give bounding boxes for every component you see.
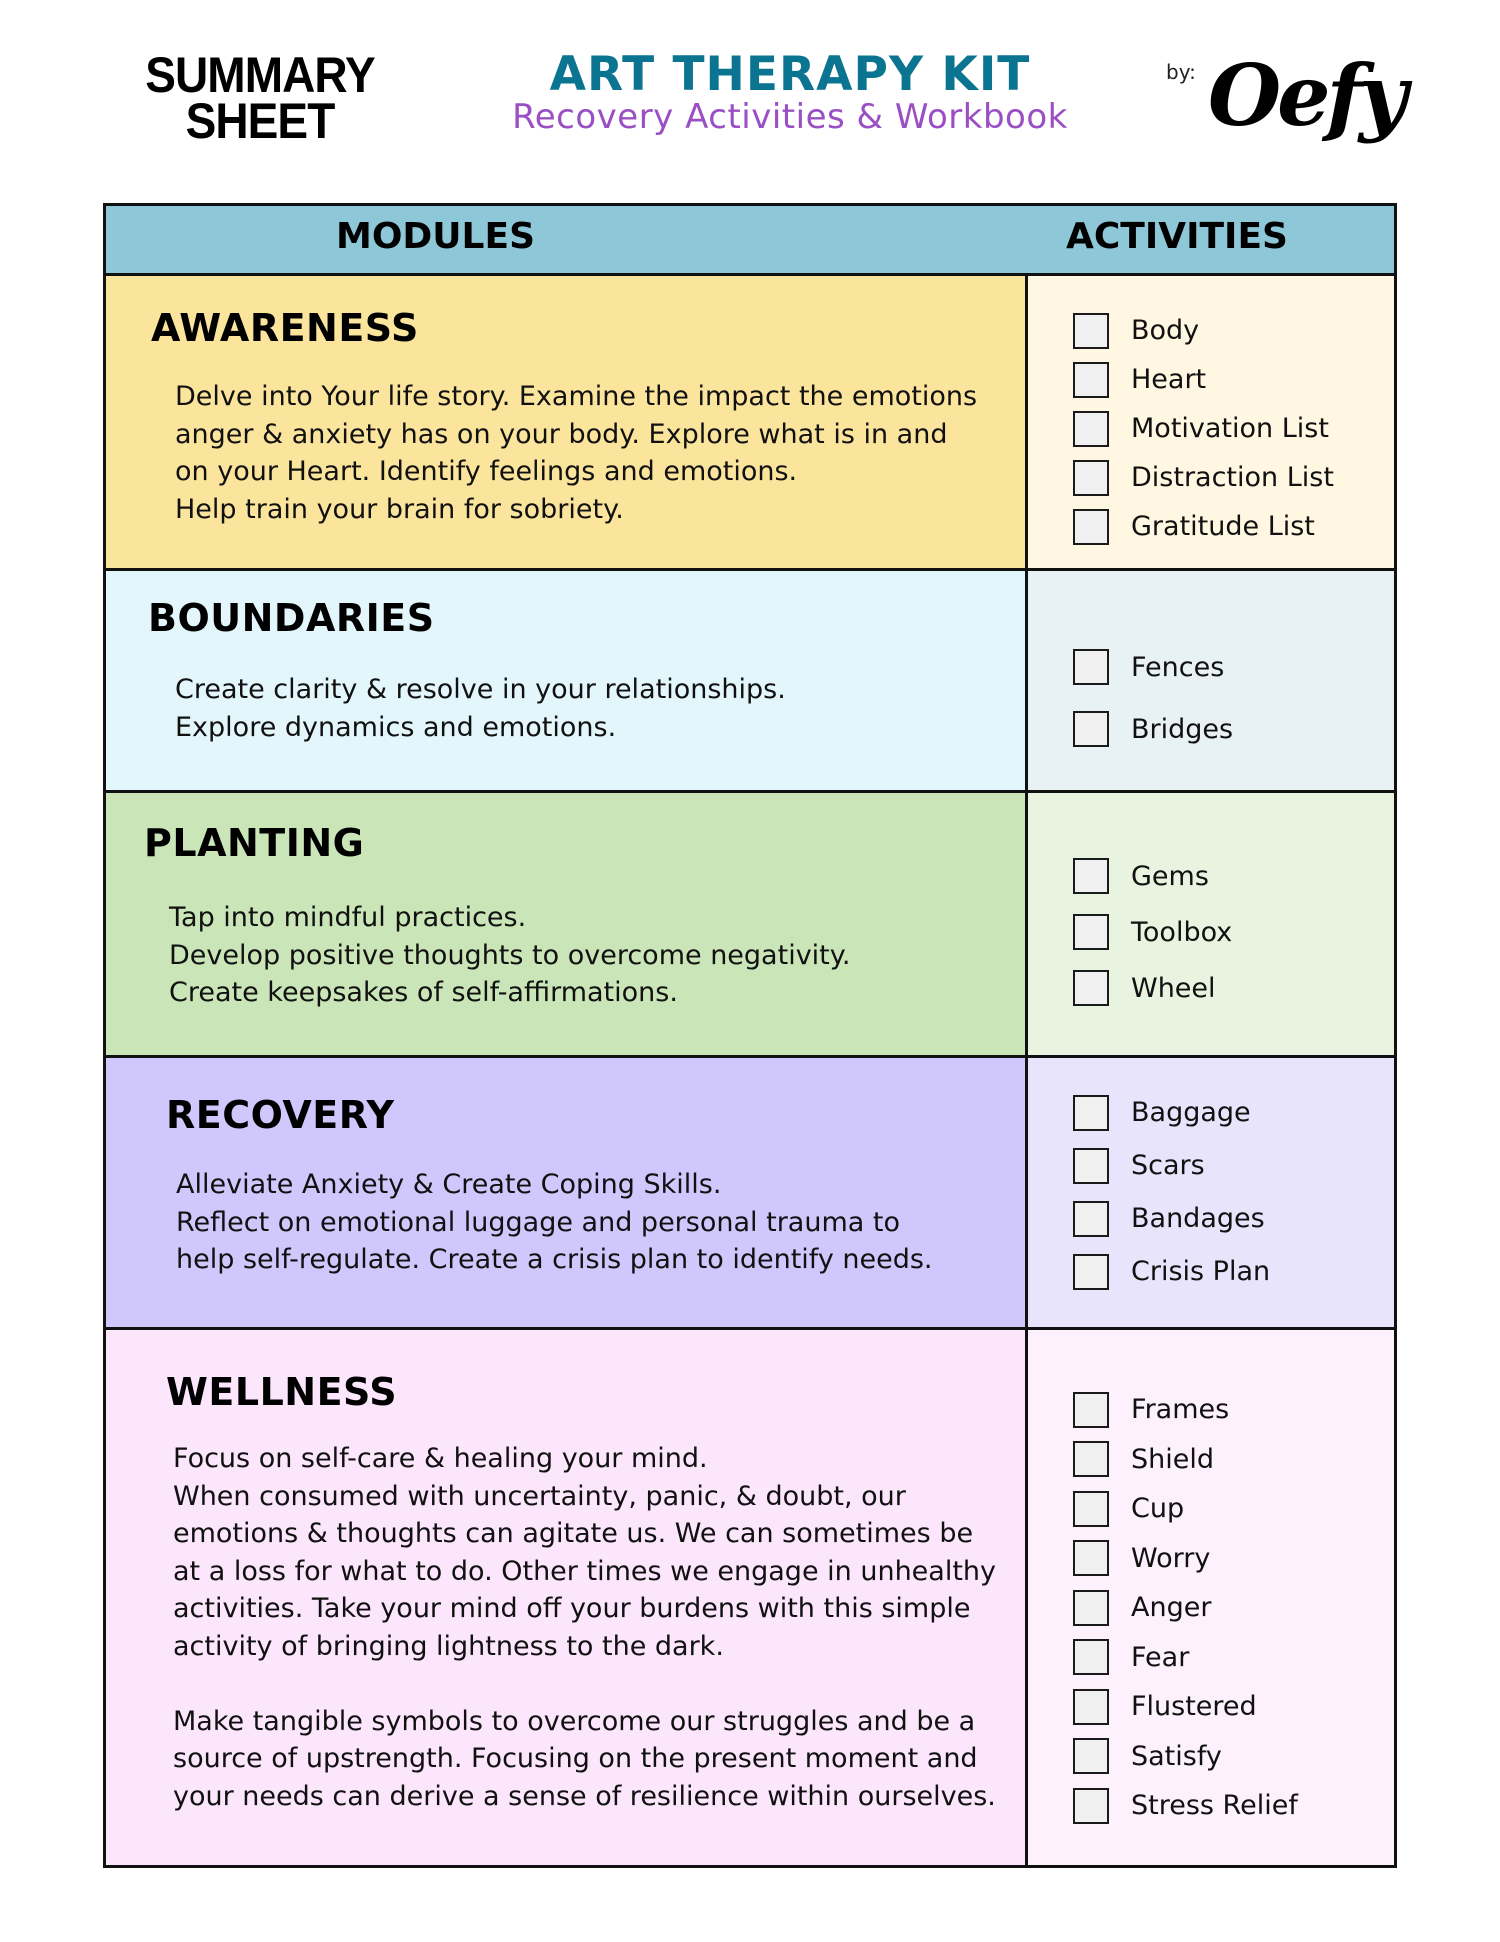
activity-item[interactable] — [1073, 404, 1334, 453]
activity-item[interactable] — [1073, 1633, 1298, 1683]
activity-label: Satisfy — [1131, 1740, 1222, 1772]
module-row-wellness — [106, 1330, 1394, 1865]
summary-sheet-heading — [131, 47, 389, 149]
checkbox[interactable] — [1073, 1590, 1109, 1626]
activity-item[interactable] — [1073, 1435, 1298, 1485]
checkbox[interactable] — [1073, 1540, 1109, 1576]
column-header-activities: ACTIVITIES — [1066, 216, 1288, 257]
checkbox[interactable] — [1073, 1392, 1109, 1428]
activity-item[interactable] — [1073, 904, 1232, 960]
module-row-planting — [106, 793, 1394, 1058]
checkbox[interactable] — [1073, 1738, 1109, 1774]
activity-label: Scars — [1131, 1150, 1205, 1181]
module-cell — [106, 1330, 1028, 1865]
activities-cell — [1028, 1058, 1394, 1327]
activity-label: Worry — [1131, 1542, 1211, 1574]
activity-label: Shield — [1131, 1443, 1215, 1475]
checkbox[interactable] — [1073, 1201, 1109, 1237]
checkbox[interactable] — [1073, 1689, 1109, 1725]
activity-label: Body — [1131, 315, 1200, 346]
activity-checklist — [1073, 1086, 1270, 1298]
activity-checklist — [1073, 848, 1232, 1016]
activity-item[interactable] — [1073, 453, 1334, 502]
activity-label: Anger — [1131, 1592, 1212, 1624]
brand-logo: Oefy — [1208, 46, 1404, 145]
module-description: Delve into Your life story. Examine the impact the emotions anger & anxiety has on your body. Explore what is in and on your Heart. Identify feelings and emotions. Help train your brain for sobriety. — [175, 381, 978, 525]
activity-item[interactable] — [1073, 636, 1233, 698]
summary-table — [103, 203, 1397, 1868]
checkbox[interactable] — [1073, 411, 1109, 447]
activity-item[interactable] — [1073, 1484, 1298, 1534]
checkbox[interactable] — [1073, 649, 1109, 685]
checkbox[interactable] — [1073, 914, 1109, 950]
summary-line-2: SHEET — [185, 93, 335, 149]
activity-item[interactable] — [1073, 1086, 1270, 1139]
activity-label: Gratitude List — [1131, 511, 1315, 542]
module-cell — [106, 276, 1028, 568]
column-header-modules: MODULES — [336, 216, 536, 257]
activity-label: Fear — [1131, 1641, 1190, 1673]
activity-item[interactable] — [1073, 1583, 1298, 1633]
page-subtitle: Recovery Activities & Workbook — [512, 97, 1068, 137]
activity-item[interactable] — [1073, 1245, 1270, 1298]
activity-item[interactable] — [1073, 306, 1334, 355]
module-description: Alleviate Anxiety & Create Coping Skills. Reflect on emotional luggage and personal trauma to help self-regulate. Create a crisis plan to identify needs. — [176, 1169, 933, 1275]
module-row-recovery — [106, 1058, 1394, 1330]
activity-label: Wheel — [1131, 972, 1216, 1004]
checkbox[interactable] — [1073, 711, 1109, 747]
module-row-boundaries — [106, 571, 1394, 793]
activity-label: Fences — [1131, 651, 1225, 683]
checkbox[interactable] — [1073, 1639, 1109, 1675]
activity-item[interactable] — [1073, 960, 1232, 1016]
module-description: Focus on self-care & healing your mind. When consumed with uncertainty, panic, & doubt, our emotions & thoughts can agitate us. We can sometimes be at a loss for what to do. Other times we engage in unhealthy activities. Take your mind off your burdens with this simple activity of bringing lightness to the dark. Make tangible symbols to overcome our struggles and be a source of upstrength. Focusing on the present moment and your needs can derive a sense of resilience within ourselves. — [173, 1443, 997, 1812]
activity-label: Gems — [1131, 860, 1209, 892]
activity-item[interactable] — [1073, 502, 1334, 551]
checkbox[interactable] — [1073, 509, 1109, 545]
checkbox[interactable] — [1073, 970, 1109, 1006]
checkbox[interactable] — [1073, 1441, 1109, 1477]
activity-label: Toolbox — [1131, 916, 1233, 948]
activity-item[interactable] — [1073, 1139, 1270, 1192]
module-title: AWARENESS — [151, 306, 419, 350]
table-header-row — [106, 206, 1394, 276]
activity-label: Motivation List — [1131, 413, 1329, 444]
module-cell — [106, 571, 1028, 790]
summary-line-1: SUMMARY — [145, 47, 375, 103]
activities-cell — [1028, 1330, 1394, 1865]
activity-item[interactable] — [1073, 1682, 1298, 1732]
by-label: by: — [1166, 60, 1196, 84]
activity-label: Cup — [1131, 1493, 1185, 1525]
activity-item[interactable] — [1073, 1732, 1298, 1782]
activities-cell — [1028, 793, 1394, 1055]
checkbox[interactable] — [1073, 1148, 1109, 1184]
activity-item[interactable] — [1073, 1385, 1298, 1435]
checkbox[interactable] — [1073, 313, 1109, 349]
activity-label: Stress Relief — [1131, 1790, 1298, 1822]
activity-label: Baggage — [1131, 1097, 1251, 1128]
activity-item[interactable] — [1073, 1534, 1298, 1584]
activity-item[interactable] — [1073, 848, 1232, 904]
activity-item[interactable] — [1073, 1192, 1270, 1245]
checkbox[interactable] — [1073, 362, 1109, 398]
module-description: Create clarity & resolve in your relationships. Explore dynamics and emotions. — [175, 674, 786, 743]
checkbox[interactable] — [1073, 858, 1109, 894]
module-description: Tap into mindful practices. Develop positive thoughts to overcome negativity. Create keepsakes of self-affirmations. — [169, 902, 851, 1008]
activity-label: Bridges — [1131, 713, 1234, 745]
module-title: PLANTING — [144, 821, 365, 865]
checkbox[interactable] — [1073, 1491, 1109, 1527]
activity-label: Flustered — [1131, 1691, 1257, 1723]
activities-cell — [1028, 571, 1394, 790]
checkbox[interactable] — [1073, 1254, 1109, 1290]
checkbox[interactable] — [1073, 460, 1109, 496]
activity-checklist — [1073, 306, 1334, 551]
module-title: RECOVERY — [166, 1093, 395, 1137]
module-cell — [106, 1058, 1028, 1327]
activity-label: Bandages — [1131, 1203, 1265, 1234]
activity-item[interactable] — [1073, 698, 1233, 760]
activity-checklist — [1073, 1385, 1298, 1831]
activities-cell — [1028, 276, 1394, 568]
checkbox[interactable] — [1073, 1788, 1109, 1824]
module-row-awareness — [106, 276, 1394, 571]
module-title: WELLNESS — [166, 1370, 398, 1414]
checkbox[interactable] — [1073, 1095, 1109, 1131]
activity-label: Heart — [1131, 364, 1207, 395]
activity-label: Frames — [1131, 1394, 1230, 1426]
module-title: BOUNDARIES — [148, 596, 435, 640]
activity-checklist — [1073, 636, 1233, 760]
activity-item[interactable] — [1073, 1781, 1298, 1831]
activity-label: Distraction List — [1131, 462, 1334, 493]
page-title: ART THERAPY KIT — [549, 47, 1031, 102]
module-cell — [106, 793, 1028, 1055]
activity-label: Crisis Plan — [1131, 1256, 1271, 1287]
activity-item[interactable] — [1073, 355, 1334, 404]
